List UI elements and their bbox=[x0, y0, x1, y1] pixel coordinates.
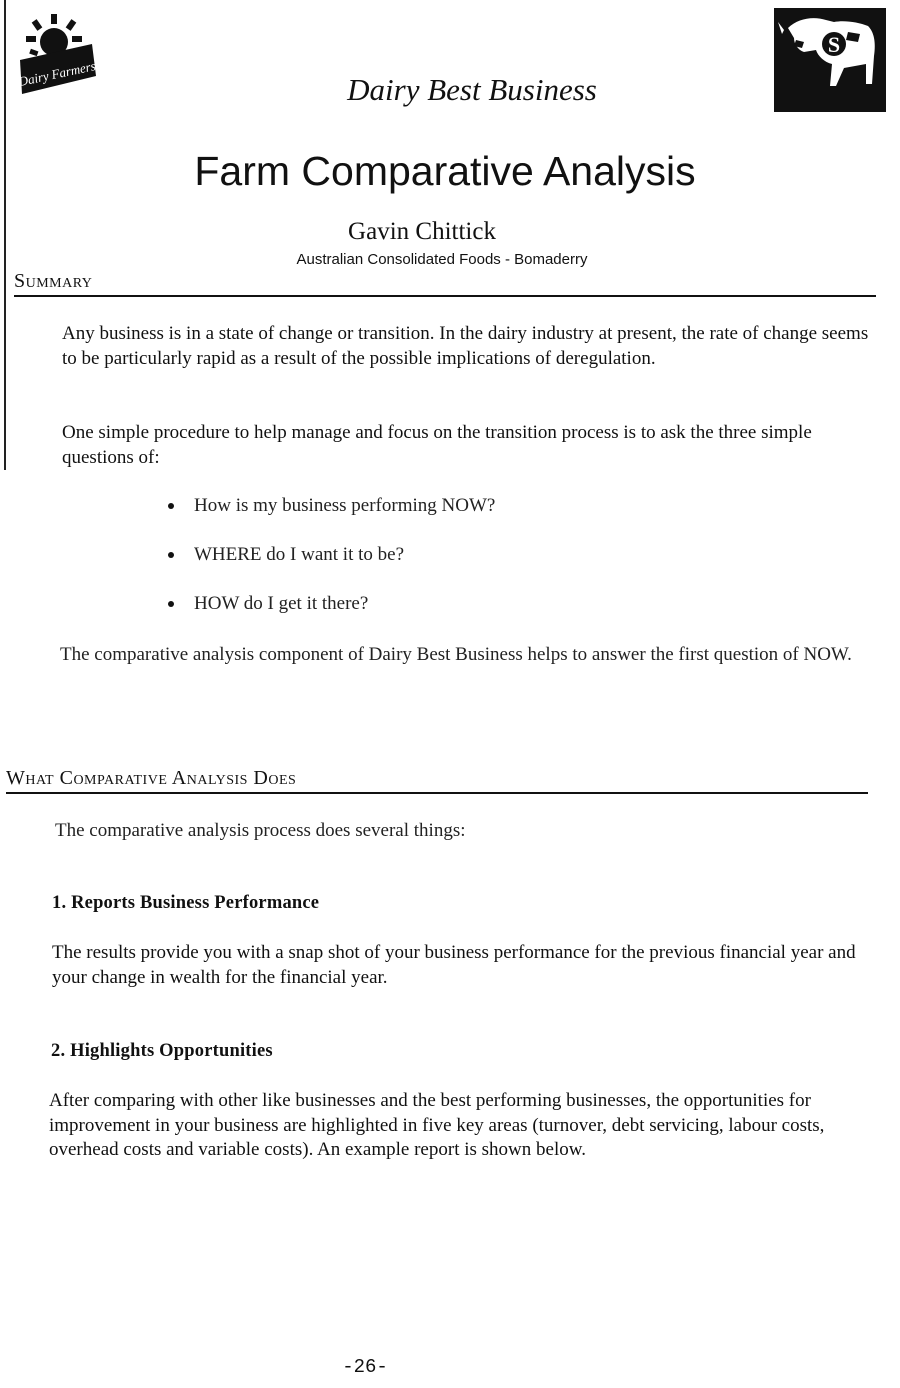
bullet-icon bbox=[168, 601, 174, 607]
list-item-text: How is my business performing NOW? bbox=[194, 495, 496, 516]
item-2-heading: 2. Highlights Opportunities bbox=[51, 1041, 273, 1061]
series-title: Dairy Best Business bbox=[347, 72, 597, 107]
bullet-icon bbox=[168, 552, 174, 558]
summary-paragraph-3: The comparative analysis component of Dairy Best Business helps to answer the first question of NOW. bbox=[60, 644, 852, 665]
summary-rule bbox=[14, 295, 876, 297]
list-item-text: WHERE do I want it to be? bbox=[194, 544, 405, 565]
page-title: Farm Comparative Analysis bbox=[194, 148, 696, 194]
list-item bbox=[166, 591, 495, 640]
cow-logo-letter: S bbox=[827, 32, 841, 57]
item-2-text: After comparing with other like businesses and the best performing businesses, the opportunities for improvement in your business are highlighted in five key areas (turnover, debt servicing, labour costs, overhead costs and variable costs). An example report is shown below. bbox=[49, 1090, 825, 1160]
item-1-heading: 1. Reports Business Performance bbox=[52, 893, 320, 913]
summary-paragraph-1: Any business is in a state of change or transition. In the dairy industry at present, the rate of change seems to be particularly rapid as a result of the possible implications of deregulation. bbox=[62, 323, 869, 369]
list-item-text: HOW do I get it there? bbox=[194, 593, 369, 614]
bullet-icon bbox=[168, 503, 174, 509]
what-it-does-intro: The comparative analysis process does several things: bbox=[55, 820, 466, 841]
question-list bbox=[166, 493, 495, 640]
summary-heading: Summary bbox=[14, 270, 93, 292]
item-1-text: The results provide you with a snap shot of your business performance for the previous financial year and your change in wealth for the financial year. bbox=[52, 942, 856, 988]
what-it-does-heading: What Comparative Analysis Does bbox=[6, 767, 297, 789]
list-item bbox=[166, 542, 495, 591]
list-item bbox=[166, 493, 495, 542]
author-affiliation: Australian Consolidated Foods - Bomaderry bbox=[296, 251, 588, 268]
page-number: -26- bbox=[342, 1356, 388, 1378]
what-it-does-rule bbox=[6, 792, 868, 794]
author-name: Gavin Chittick bbox=[348, 218, 496, 245]
summary-paragraph-2: One simple procedure to help manage and focus on the transition process is to ask the three simple questions of: bbox=[62, 422, 812, 468]
logo-text: Dairy Farmers bbox=[17, 58, 97, 90]
